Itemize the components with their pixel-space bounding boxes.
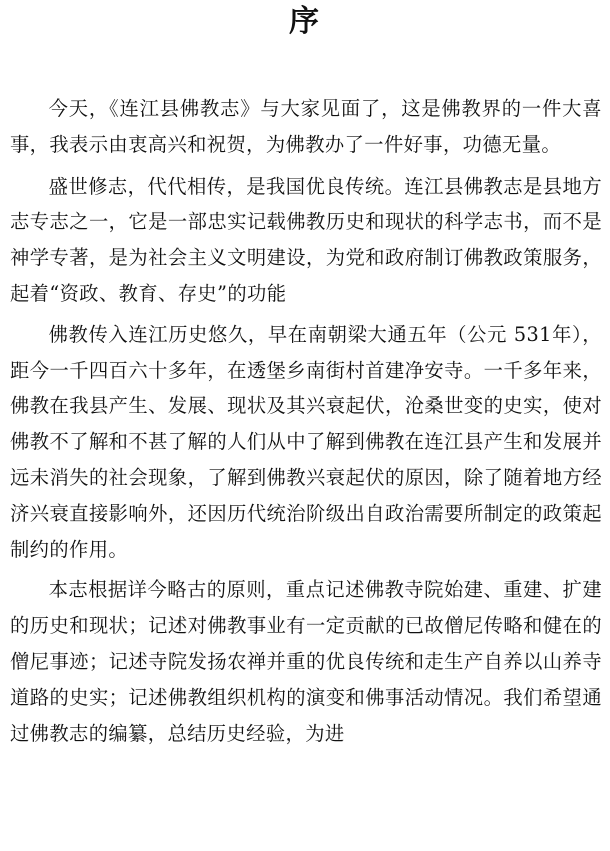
paragraph-1: 今天，《连江县佛教志》与大家见面了，这是佛教界的一件大喜事，我表示由衷高兴和祝贺，为佛教办了一件好事，功德无量。 [10,97,602,156]
body-text [10,91,602,756]
paragraph-4: 本志根据详今略古的原则，重点记述佛教寺院始建、重建、扩建的历史和现状；记述对佛教事业有一定贡献的已故僧尼传略和健在的僧尼事迹；记述寺院发扬农禅并重的优良传统和走生产自养以山养寺道路的史实；记述佛教组织机构的演变和佛事活动情况。我们希望通过佛教志的编纂，总结历史经验，为进 [10,578,602,745]
paragraph-2: 盛世修志，代代相传，是我国优良传统。连江县佛教志是县地方志专志之一，它是一部忠实记载佛教历史和现状的科学志书，而不是神学专著，是为社会主义文明建设，为党和政府制订佛教政策服务，起着“资政、教育、存史”的功能 [10,174,602,305]
page-title: 序 [289,4,321,39]
paragraph-3: 佛教传入连江历史悠久，早在南朝梁大通五年（公元 531年），距今一千四百六十多年，在透堡乡南街村首建净安寺。一千多年来，佛教在我县产生、发展、现状及其兴衰起伏，沧桑世变的史实，使对佛教不了解和不甚了解的人们从中了解到佛教在连江县产生和发展并远未消失的社会现象，了解到佛教兴衰起伏的原因，除了随着地方经济兴衰直接影响外，还因历代统治阶级出自政治需要所制定的政策起制约的作用。 [10,322,602,561]
